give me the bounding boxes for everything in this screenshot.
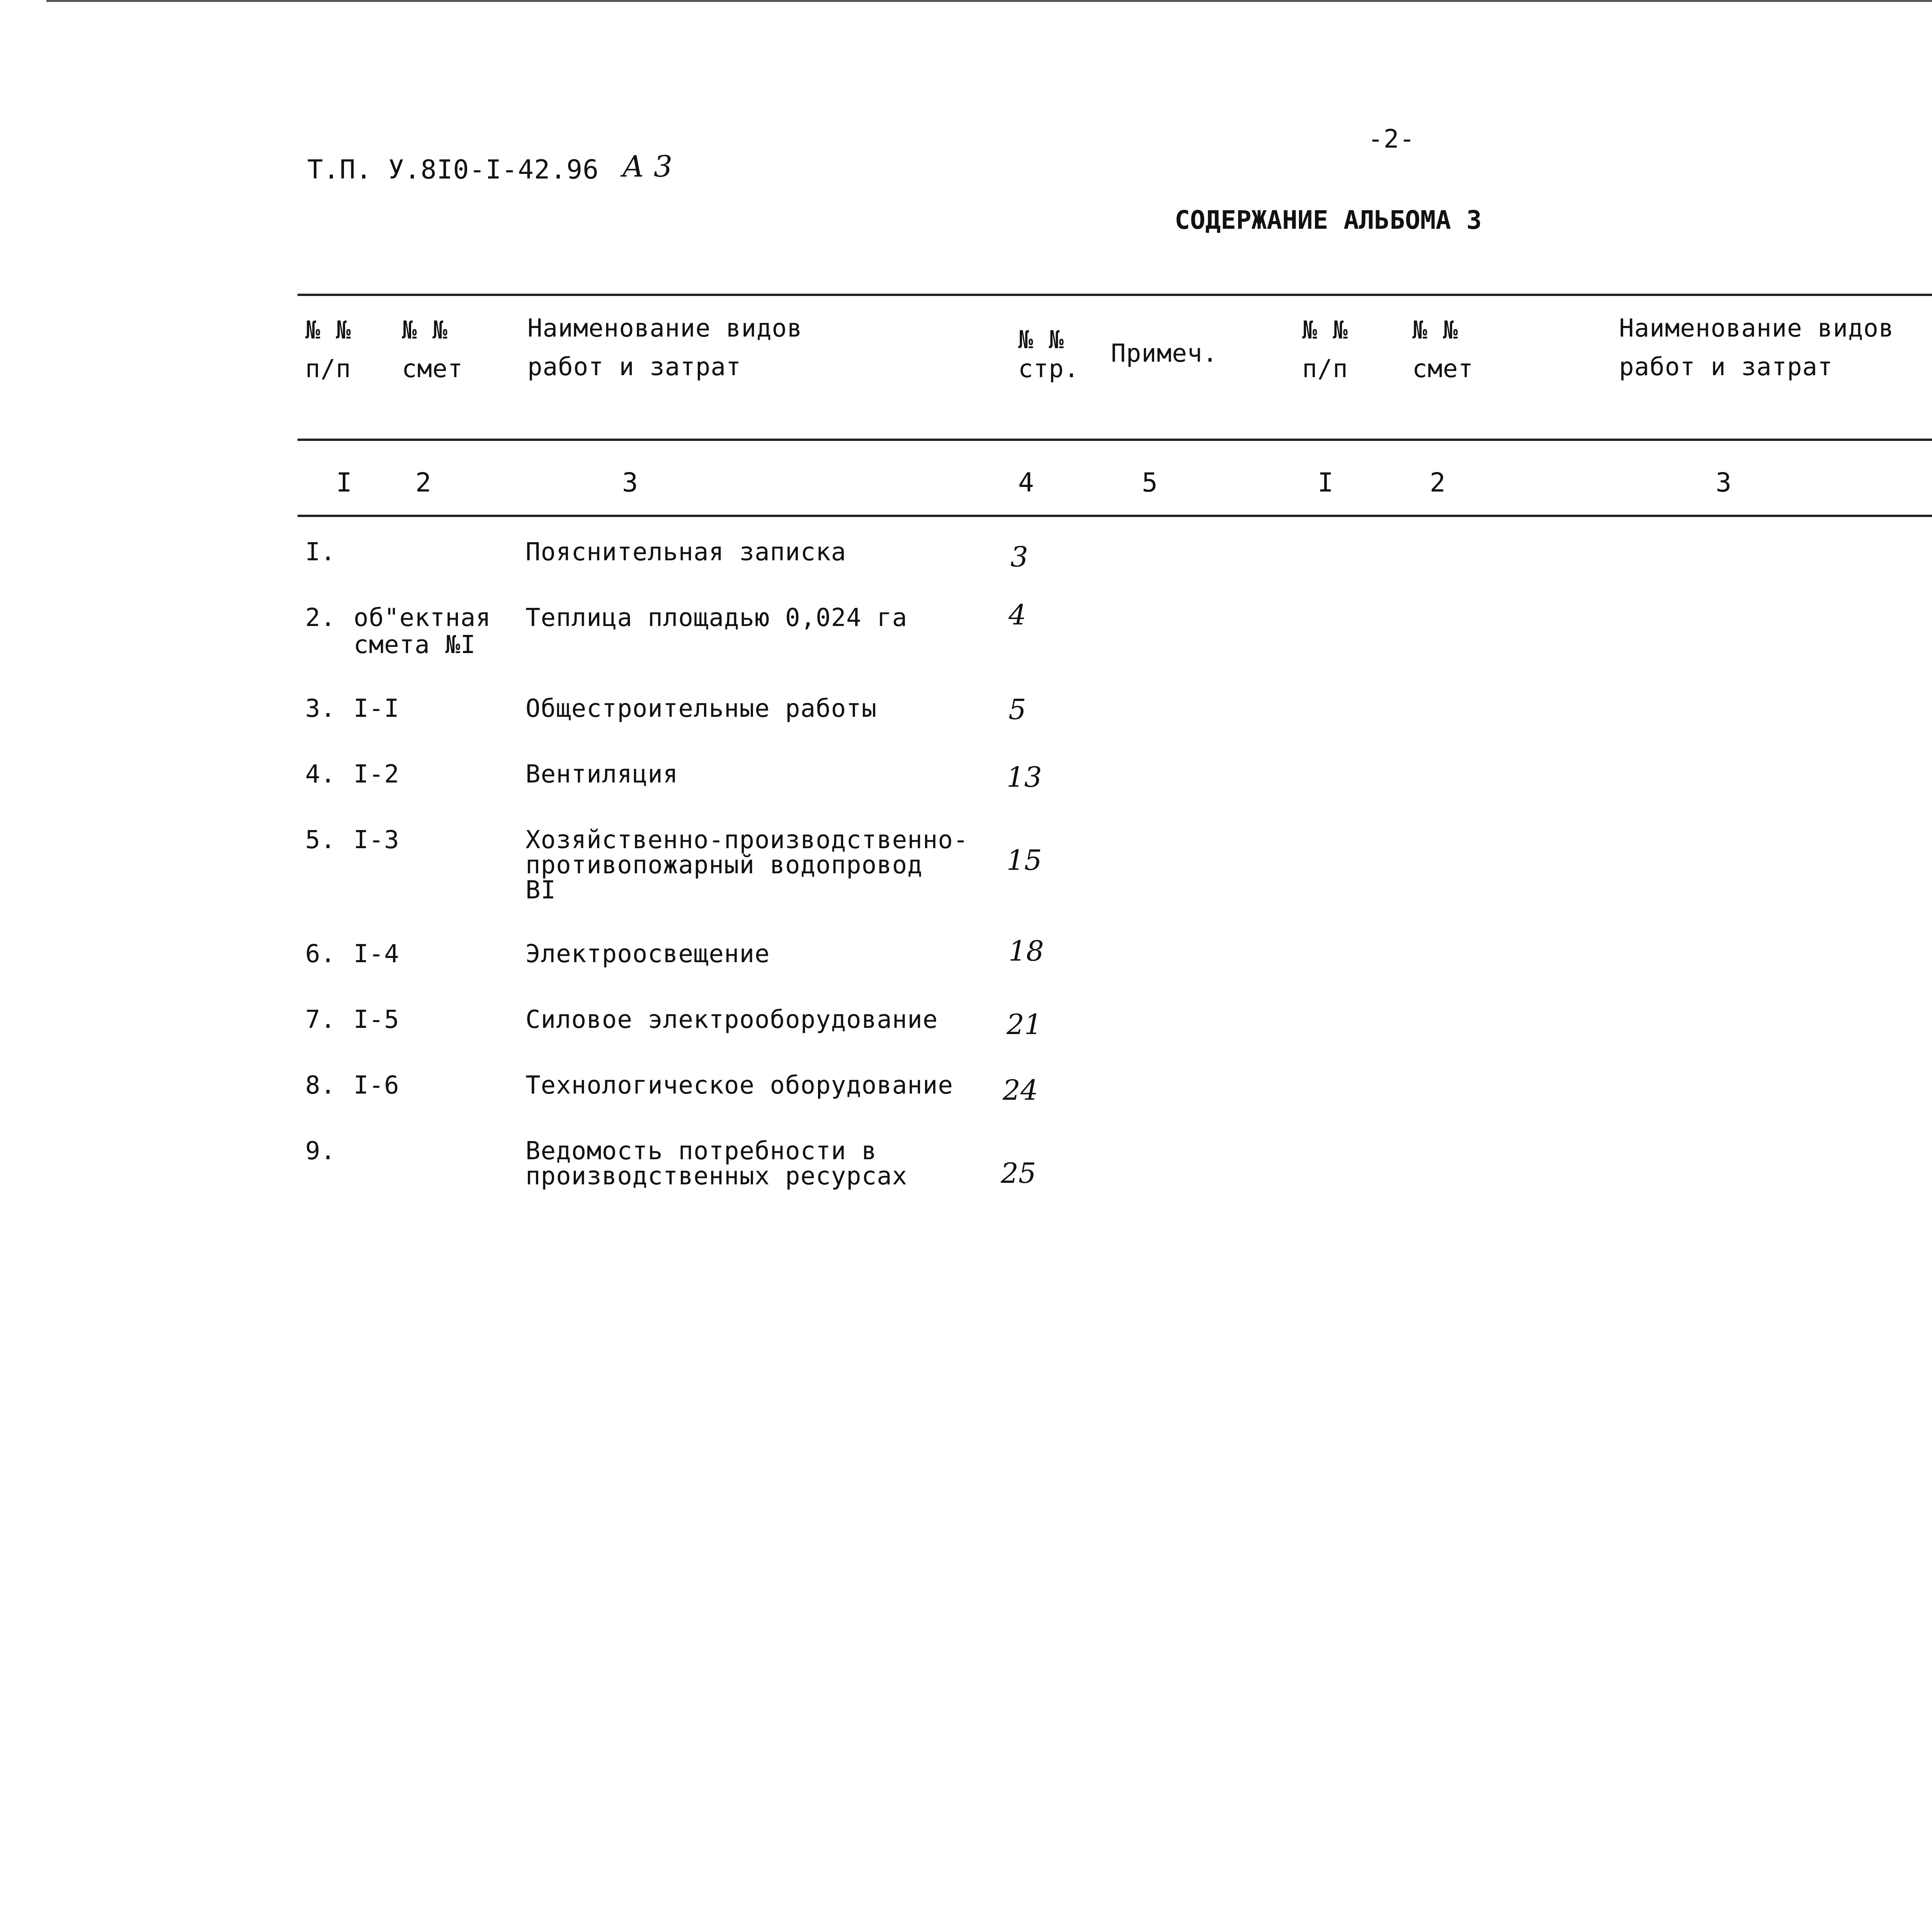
- row-name: Силовое электрооборудование: [526, 1005, 938, 1034]
- colnum-right-1: I: [1318, 468, 1334, 498]
- row-page: 24: [1003, 1074, 1038, 1106]
- row-page: 25: [1001, 1157, 1036, 1189]
- table-numbers-rule: [298, 515, 1932, 517]
- table-top-rule: [298, 294, 1932, 296]
- row-name: Теплица площадью 0,024 га: [526, 604, 908, 632]
- colnum-left-2: 2: [415, 468, 432, 498]
- row-name-line2: производственных ресурсах: [526, 1162, 908, 1191]
- header-left-col3-line2: работ и затрат: [527, 353, 742, 381]
- header-left-col2-line1: № №: [402, 316, 448, 345]
- row-name-line1: Хозяйственно-производственно-: [526, 826, 969, 854]
- colnum-left-5: 5: [1142, 468, 1158, 498]
- colnum-right-3: 3: [1716, 468, 1732, 498]
- row-estimate: I-I: [354, 694, 400, 723]
- row-number: 4.: [305, 760, 336, 789]
- album-mark: А 3: [622, 149, 673, 184]
- header-left-col5: Примеч.: [1111, 339, 1218, 368]
- header-right-col1-line1: № №: [1302, 316, 1348, 345]
- row-number: 5.: [305, 826, 336, 854]
- table-header-rule: [298, 439, 1932, 441]
- header-right-col2-line2: смет: [1412, 355, 1474, 383]
- row-name-line2: противопожарный водопровод: [526, 851, 923, 879]
- colnum-left-4: 4: [1018, 468, 1034, 498]
- row-name: Электроосвещение: [526, 940, 770, 968]
- row-page: 15: [1007, 844, 1042, 876]
- document-code: Т.П. У.8I0-I-42.96: [307, 155, 599, 185]
- row-estimate: I-2: [354, 760, 400, 789]
- header-left-col1-line1: № №: [305, 316, 351, 345]
- row-number: 3.: [305, 694, 336, 723]
- top-edge-line: [46, 0, 1932, 2]
- colnum-right-2: 2: [1430, 468, 1446, 498]
- row-page: 5: [1009, 693, 1026, 726]
- row-name: Общестроительные работы: [526, 694, 877, 723]
- header-right-col3-line2: работ и затрат: [1619, 353, 1833, 381]
- row-estimate: I-5: [354, 1005, 400, 1034]
- row-number: 8.: [305, 1071, 336, 1100]
- page-number: -2-: [1368, 124, 1415, 154]
- colnum-left-3: 3: [622, 468, 638, 498]
- header-left-col2-line2: смет: [402, 355, 463, 383]
- header-right-col3-line1: Наименование видов: [1619, 314, 1894, 343]
- row-estimate: I-3: [354, 826, 400, 854]
- row-page: 4: [1009, 599, 1026, 631]
- header-left-col4-line1: № №: [1018, 326, 1064, 354]
- row-page: 3: [1010, 541, 1028, 573]
- header-left-col3-line1: Наименование видов: [527, 314, 803, 343]
- header-right-col2-line1: № №: [1412, 316, 1458, 345]
- row-estimate-line1: об"ектная: [354, 604, 491, 632]
- row-page: 21: [1007, 1008, 1042, 1041]
- header-right-col1-line2: п/п: [1302, 355, 1348, 383]
- row-number: I.: [305, 538, 336, 566]
- row-page: 13: [1007, 761, 1042, 793]
- row-page: 18: [1009, 935, 1044, 967]
- row-number: 6.: [305, 940, 336, 968]
- row-number: 9.: [305, 1137, 336, 1165]
- header-left-col1-line2: п/п: [305, 355, 351, 383]
- row-name: Вентиляция: [526, 760, 679, 789]
- row-estimate-line2: смета №I: [354, 631, 476, 659]
- row-number: 7.: [305, 1005, 336, 1034]
- page-title: СОДЕРЖАНИЕ АЛЬБОМА 3: [1175, 205, 1482, 235]
- colnum-left-1: I: [336, 468, 352, 498]
- row-name: Пояснительная записка: [526, 538, 847, 566]
- row-name-line3: BI: [526, 876, 556, 905]
- row-name: Технологическое оборудование: [526, 1071, 953, 1100]
- row-estimate: I-4: [354, 940, 400, 968]
- header-left-col4-line2: стр.: [1018, 355, 1080, 383]
- row-name-line1: Ведомость потребности в: [526, 1137, 877, 1165]
- row-estimate: I-6: [354, 1071, 400, 1100]
- row-number: 2.: [305, 604, 336, 632]
